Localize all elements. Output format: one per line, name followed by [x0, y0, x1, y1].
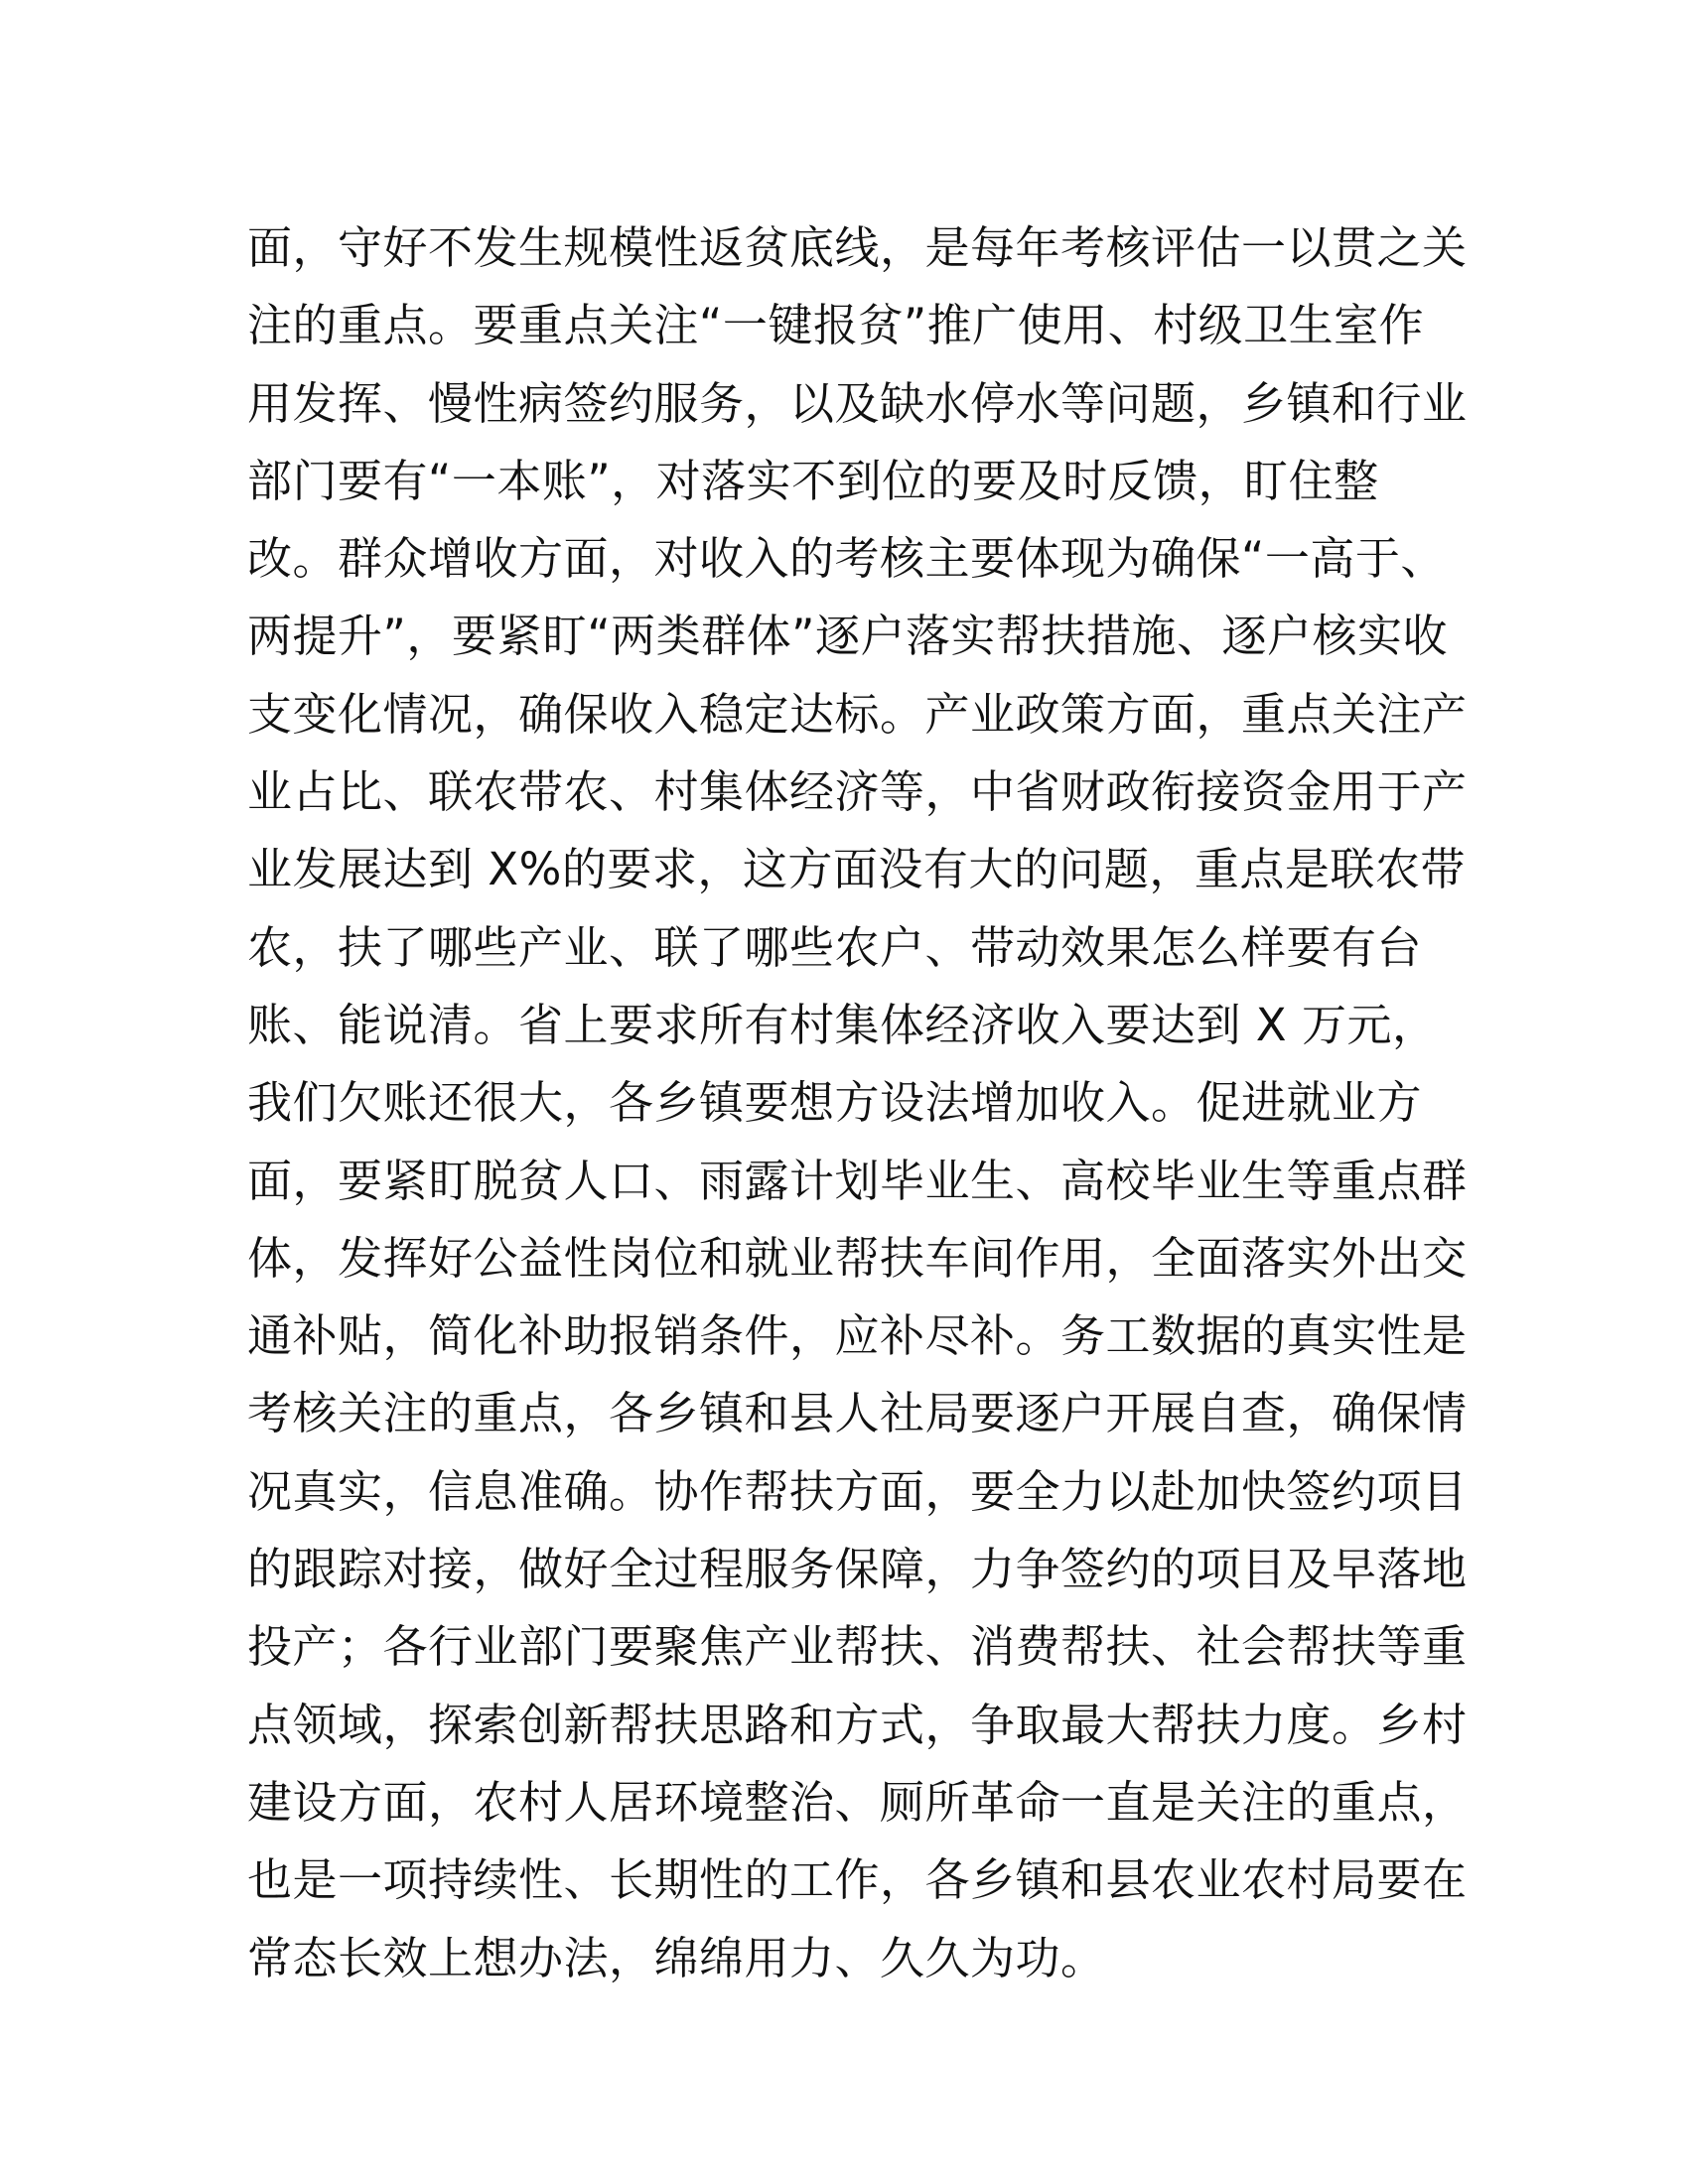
- text-line: 建设方面，农村人居环境整治、厕所革命一直是关注的重点，: [247, 1775, 1468, 1829]
- text-line: 改。群众增收方面，对收入的考核主要体现为确保“一高于、: [247, 532, 1446, 586]
- text-line: 投产；各行业部门要聚焦产业帮扶、消费帮扶、社会帮扶等重: [247, 1620, 1468, 1674]
- text-line: 点领域，探索创新帮扶思路和方式，争取最大帮扶力度。乡村: [247, 1698, 1468, 1751]
- body-paragraph: [247, 209, 1468, 1997]
- text-line: 常态长效上想办法，绵绵用力、久久为功。: [247, 1931, 1106, 1984]
- text-line: 面，要紧盯脱贫人口、雨露计划毕业生、高校毕业生等重点群: [247, 1154, 1468, 1207]
- text-line: 两提升”，要紧盯“两类群体”逐户落实帮扶措施、逐户核实收: [247, 610, 1448, 663]
- text-line: 通补贴，简化补助报销条件，应补尽补。务工数据的真实性是: [247, 1309, 1468, 1363]
- text-line: 部门要有“一本账”，对落实不到位的要及时反馈，盯住整: [247, 454, 1379, 507]
- text-line: 账、能说清。省上要求所有村集体经济收入要达到 X 万元，: [247, 998, 1438, 1051]
- text-line: 我们欠账还很大，各乡镇要想方设法增加收入。促进就业方: [247, 1076, 1423, 1130]
- text-line: 面，守好不发生规模性返贫底线，是每年考核评估一以贯之关: [247, 221, 1468, 274]
- text-line: 也是一项持续性、长期性的工作，各乡镇和县农业农村局要在: [247, 1853, 1468, 1907]
- text-line: 业占比、联农带农、村集体经济等，中省财政衔接资金用于产: [247, 765, 1468, 819]
- text-line: 体，发挥好公益性岗位和就业帮扶车间作用，全面落实外出交: [247, 1231, 1468, 1285]
- text-line: 的跟踪对接，做好全过程服务保障，力争签约的项目及早落地: [247, 1543, 1468, 1596]
- text-line: 业发展达到 X%的要求，这方面没有大的问题，重点是联农带: [247, 843, 1466, 896]
- text-line: 用发挥、慢性病签约服务，以及缺水停水等问题，乡镇和行业: [247, 376, 1468, 430]
- text-line: 农，扶了哪些产业、联了哪些农户、带动效果怎么样要有台: [247, 920, 1423, 974]
- text-line: 考核关注的重点，各乡镇和县人社局要逐户开展自查，确保情: [247, 1387, 1468, 1440]
- text-line: 支变化情况，确保收入稳定达标。产业政策方面，重点关注产: [247, 687, 1468, 741]
- text-line: 况真实，信息准确。协作帮扶方面，要全力以赴加快签约项目: [247, 1464, 1468, 1518]
- text-line: 注的重点。要重点关注“一键报贫”推广使用、村级卫生室作: [247, 299, 1425, 352]
